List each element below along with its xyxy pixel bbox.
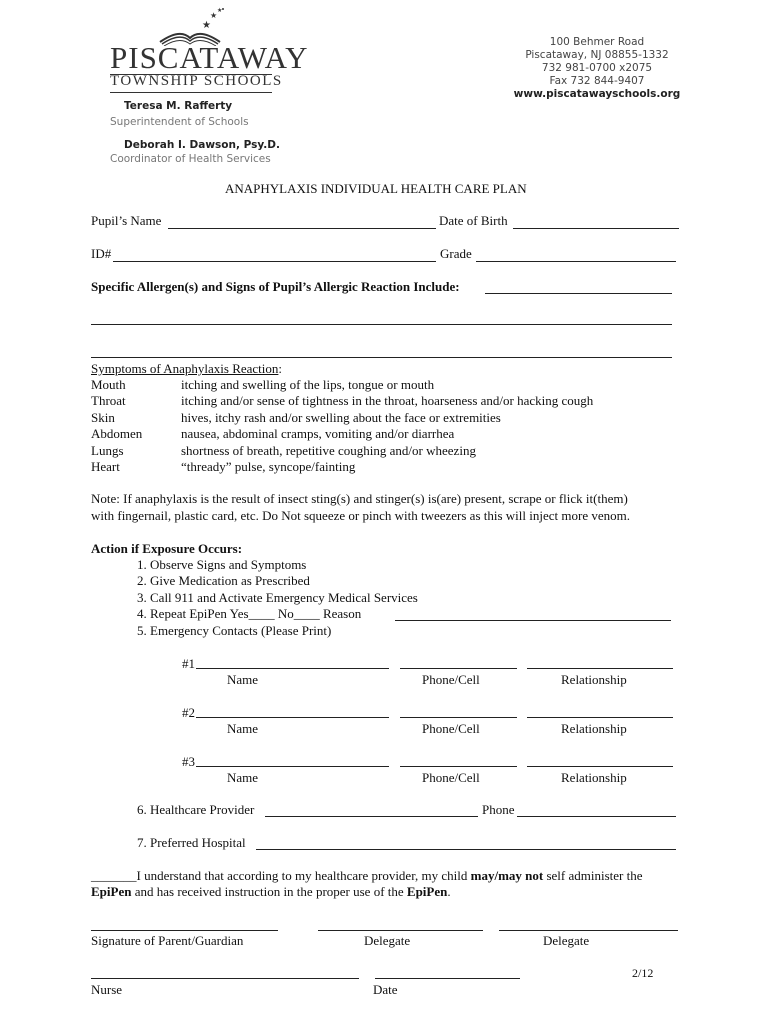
symptom-desc: itching and swelling of the lips, tongue or mouth <box>181 377 435 392</box>
contact-relationship-field[interactable] <box>527 668 673 669</box>
svg-text:★: ★ <box>210 11 218 20</box>
contact-name-field[interactable] <box>196 766 389 767</box>
note-line: Note: If anaphylaxis is the result of insect sting(s) and stinger(s) is(are) present, scrape or flick it(them) <box>91 491 628 506</box>
dob-field[interactable] <box>513 228 679 229</box>
provider-phone-label: Phone <box>482 802 515 817</box>
consent-text: self administer the <box>543 868 643 883</box>
list-item <box>91 393 593 409</box>
parent-signature-field[interactable] <box>91 930 278 931</box>
logo-underline <box>110 92 272 93</box>
contact-name-label: Name <box>227 721 259 736</box>
address-line: 100 Behmer Road <box>549 36 645 48</box>
delegate-signature-field[interactable] <box>499 930 678 931</box>
contact-phone-label: Phone/Cell <box>422 721 480 736</box>
parent-signature-label: Signature of Parent/Guardian <box>91 933 244 948</box>
superintendent-name: Teresa M. Rafferty <box>124 100 233 112</box>
consent-initial-field[interactable]: _______ <box>91 868 137 883</box>
list-item: 1. Observe Signs and Symptoms <box>137 557 307 572</box>
contact-relationship-label: Relationship <box>561 770 627 785</box>
logo-name: PISCATAWAY <box>110 40 309 75</box>
contact-name-label: Name <box>227 770 259 785</box>
contact-phone-field[interactable] <box>400 668 517 669</box>
consent-line <box>91 868 643 884</box>
contact-phone-label: Phone/Cell <box>422 770 480 785</box>
allergen-field-line[interactable] <box>91 324 672 325</box>
contact-relationship-label: Relationship <box>561 672 627 687</box>
symptoms-heading-colon: : <box>278 361 283 376</box>
pupil-name-field[interactable] <box>168 228 436 229</box>
date-field[interactable] <box>375 978 520 979</box>
consent-emphasis: may/may not <box>470 868 544 883</box>
district-address <box>502 36 692 101</box>
symptoms-heading <box>91 361 282 377</box>
allergen-field[interactable] <box>485 293 672 294</box>
page-title: ANAPHYLAXIS INDIVIDUAL HEALTH CARE PLAN <box>225 181 527 196</box>
preferred-hospital-field[interactable] <box>256 849 676 850</box>
contact-name-field[interactable] <box>196 668 389 669</box>
symptoms-list <box>91 377 593 475</box>
address-line: Piscataway, NJ 08855-1332 <box>525 49 669 61</box>
contact-relationship-label: Relationship <box>561 721 627 736</box>
action-list <box>137 557 418 639</box>
superintendent-title: Superintendent of Schools <box>110 116 249 128</box>
allergen-label: Specific Allergen(s) and Signs of Pupil’s Allergic Reaction Include: <box>91 279 460 294</box>
list-item: 3. Call 911 and Activate Emergency Medical Services <box>137 589 418 605</box>
consent-text: and has received instruction in the proper use of the <box>131 884 407 899</box>
address-line: 732 981-0700 x2075 <box>541 62 653 74</box>
consent-line <box>91 884 451 900</box>
contact-phone-label: Phone/Cell <box>422 672 480 687</box>
symptom-area: Heart <box>91 459 120 475</box>
revision-date: 2/12 <box>632 966 654 980</box>
list-item: 2. Give Medication as Prescribed <box>137 573 310 589</box>
grade-field[interactable] <box>476 261 676 262</box>
contact-relationship-field[interactable] <box>527 717 673 718</box>
symptom-desc: hives, itchy rash and/or swelling about the face or extremities <box>181 409 501 425</box>
healthcare-provider-label: 6. Healthcare Provider <box>137 802 255 817</box>
svg-text:★: ★ <box>217 8 223 14</box>
list-item: 4. Repeat EpiPen Yes____ No____ Reason <box>137 606 362 622</box>
symptoms-heading-text: Symptoms of Anaphylaxis Reaction <box>91 361 279 376</box>
consent-emphasis: EpiPen <box>91 884 132 899</box>
list-item <box>91 459 593 475</box>
list-item <box>91 377 593 393</box>
symptom-area: Abdomen <box>91 426 143 442</box>
consent-text: . <box>447 884 451 899</box>
address-line: Fax 732 844-9407 <box>549 75 645 87</box>
website-link[interactable]: www.piscatawayschools.org <box>513 88 681 100</box>
contact-phone-field[interactable] <box>400 717 517 718</box>
contact-number: #3 <box>182 754 195 769</box>
contact-number: #2 <box>182 705 195 720</box>
healthcare-provider-field[interactable] <box>265 816 478 817</box>
symptom-area: Skin <box>91 409 115 425</box>
logo-subtitle: TOWNSHIP SCHOOLS <box>110 73 283 89</box>
delegate-signature-field[interactable] <box>318 930 483 931</box>
delegate-label: Delegate <box>364 933 411 948</box>
date-label: Date <box>373 982 398 997</box>
note-line: with fingernail, plastic card, etc. Do Not squeeze or pinch with tweezers as this will inject more venom. <box>91 508 630 523</box>
nurse-label: Nurse <box>91 982 123 997</box>
action-heading: Action if Exposure Occurs: <box>91 541 243 556</box>
list-item <box>91 443 593 459</box>
contact-name-field[interactable] <box>196 717 389 718</box>
symptom-desc: shortness of breath, repetitive coughing and/or wheezing <box>181 442 476 458</box>
list-item: 5. Emergency Contacts (Please Print) <box>137 622 332 638</box>
list-item <box>91 410 593 426</box>
contact-relationship-field[interactable] <box>527 766 673 767</box>
nurse-signature-field[interactable] <box>91 978 359 979</box>
allergen-field-line[interactable] <box>91 357 672 358</box>
coordinator-title: Coordinator of Health Services <box>110 153 271 165</box>
reason-field[interactable] <box>395 620 671 621</box>
dob-label: Date of Birth <box>439 213 508 228</box>
contact-phone-field[interactable] <box>400 766 517 767</box>
list-item <box>91 426 593 442</box>
symptom-area: Throat <box>91 393 126 409</box>
symptom-desc: itching and/or sense of tightness in the throat, hoarseness and/or hacking cough <box>181 393 594 409</box>
delegate-label: Delegate <box>543 933 590 948</box>
symptom-area: Mouth <box>91 377 126 392</box>
preferred-hospital-label: 7. Preferred Hospital <box>137 835 246 850</box>
symptom-area: Lungs <box>91 442 124 458</box>
provider-phone-field[interactable] <box>517 816 676 817</box>
contact-number: #1 <box>182 656 195 671</box>
pupil-name-label: Pupil’s Name <box>91 213 162 228</box>
id-field[interactable] <box>113 261 436 262</box>
contact-name-label: Name <box>227 672 259 687</box>
grade-label: Grade <box>440 246 472 261</box>
consent-text: I understand that according to my healthcare provider, my child <box>136 868 471 883</box>
svg-text:★: ★ <box>202 20 211 31</box>
symptom-desc: nausea, abdominal cramps, vomiting and/or diarrhea <box>181 426 455 442</box>
id-label: ID# <box>91 246 112 261</box>
coordinator-name: Deborah I. Dawson, Psy.D. <box>124 139 280 151</box>
consent-emphasis: EpiPen <box>406 884 448 899</box>
symptom-desc: “thready” pulse, syncope/fainting <box>181 459 356 475</box>
